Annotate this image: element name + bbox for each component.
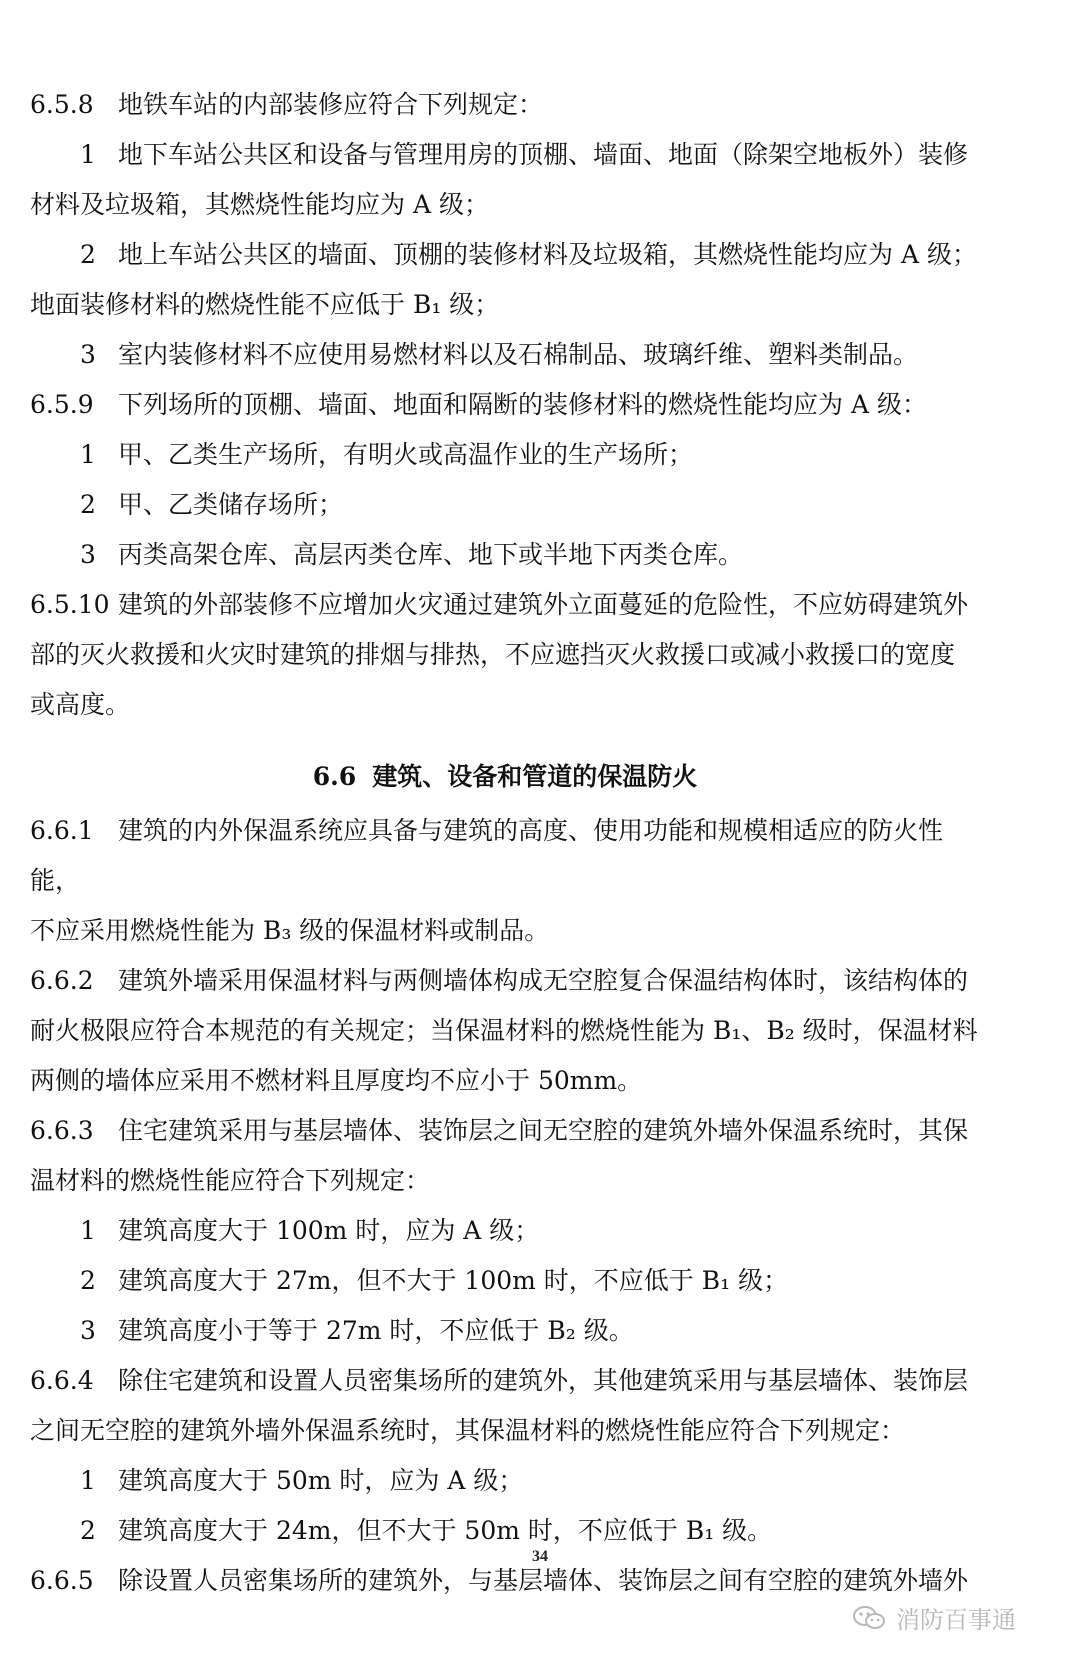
item-number: 1 (80, 140, 96, 169)
item-text: 室内装修材料不应使用易燃材料以及石棉制品、玻璃纤维、塑料类制品。 (118, 340, 919, 369)
clause-text: 建筑的内外保温系统应具备与建筑的高度、使用功能和规模相适应的防火性能， (30, 816, 944, 895)
item-number: 1 (80, 1216, 96, 1245)
item-number: 1 (80, 1466, 96, 1495)
section-number: 6.6 (312, 762, 357, 791)
item-number: 3 (80, 1316, 96, 1345)
clause-text: 地铁车站的内部装修应符合下列规定： (118, 90, 544, 119)
clause-text: 建筑的外部装修不应增加火灾通过建筑外立面蔓延的危险性，不应妨碍建筑外 (118, 590, 969, 619)
clause-6-5-8 (30, 80, 980, 130)
list-item (30, 230, 980, 280)
list-item (30, 1306, 980, 1356)
clause-number: 6.6.2 (30, 966, 94, 995)
list-item (30, 430, 980, 480)
list-item (30, 530, 980, 580)
item-text: 甲、乙类储存场所； (118, 490, 344, 519)
clause-text: 建筑外墙采用保温材料与两侧墙体构成无空腔复合保温结构体时，该结构体的 (118, 966, 969, 995)
item-text: 建筑高度大于 50m 时，应为 A 级； (118, 1466, 524, 1495)
item-number: 2 (80, 490, 96, 519)
item-text: 建筑高度大于 24m，但不大于 50m 时，不应低于 B₁ 级。 (118, 1516, 773, 1545)
clause-text: 除设置人员密集场所的建筑外，与基层墙体、装饰层之间有空腔的建筑外墙外 (118, 1566, 969, 1595)
item-text: 丙类高架仓库、高层丙类仓库、地下或半地下丙类仓库。 (118, 540, 744, 569)
clause-continuation: 部的灭火救援和火灾时建筑的排烟与排热，不应遮挡灭火救援口或减小救援口的宽度 (30, 640, 956, 669)
watermark-text: 消防百事通 (896, 1607, 1016, 1634)
clause-number: 6.5.8 (30, 90, 94, 119)
clause-number: 6.6.4 (30, 1366, 94, 1395)
section-title-text: 建筑、设备和管道的保温防火 (372, 762, 698, 791)
item-text: 建筑高度大于 27m，但不大于 100m 时，不应低于 B₁ 级； (118, 1266, 789, 1295)
clause-continuation: 或高度。 (30, 690, 131, 719)
clause-number: 6.5.9 (30, 390, 94, 419)
item-text: 地上车站公共区的墙面、顶棚的装修材料及垃圾箱，其燃烧性能均应为 A 级； (118, 240, 977, 269)
section-title (30, 752, 980, 802)
list-item (30, 1256, 980, 1306)
clause-6-6-3 (30, 1106, 980, 1156)
list-item (30, 1206, 980, 1256)
clause-number: 6.6.1 (30, 816, 94, 845)
page-content (30, 80, 980, 1606)
watermark (852, 1600, 1016, 1635)
item-text: 建筑高度大于 100m 时，应为 A 级； (118, 1216, 540, 1245)
clause-continuation: 之间无空腔的建筑外墙外保温系统时，其保温材料的燃烧性能应符合下列规定： (30, 1416, 906, 1445)
clause-text: 下列场所的顶棚、墙面、地面和隔断的装修材料的燃烧性能均应为 A 级： (118, 390, 927, 419)
clause-6-6-1 (30, 806, 980, 906)
clause-6-5-9 (30, 380, 980, 430)
clause-continuation: 不应采用燃烧性能为 B₃ 级的保温材料或制品。 (30, 916, 550, 945)
item-number: 3 (80, 540, 96, 569)
clause-6-6-4 (30, 1356, 980, 1406)
list-item (30, 130, 980, 180)
item-text: 地下车站公共区和设备与管理用房的顶棚、墙面、地面（除架空地板外）装修 (118, 140, 969, 169)
item-number: 2 (80, 1516, 96, 1545)
item-number: 2 (80, 1266, 96, 1295)
clause-number: 6.5.10 (30, 590, 110, 619)
item-number: 1 (80, 440, 96, 469)
item-text: 甲、乙类生产场所，有明火或高温作业的生产场所； (118, 440, 694, 469)
page-number: 34 (532, 1548, 548, 1565)
clause-text: 住宅建筑采用与基层墙体、装饰层之间无空腔的建筑外墙外保温系统时，其保 (118, 1116, 969, 1145)
clause-6-6-2 (30, 956, 980, 1006)
wechat-icon (852, 1605, 886, 1631)
list-item (30, 330, 980, 380)
clause-6-5-10 (30, 580, 980, 630)
clause-text: 除住宅建筑和设置人员密集场所的建筑外，其他建筑采用与基层墙体、装饰层 (118, 1366, 969, 1395)
list-item (30, 1456, 980, 1506)
item-number: 3 (80, 340, 96, 369)
clause-number: 6.6.5 (30, 1566, 94, 1595)
clause-continuation: 耐火极限应符合本规范的有关规定；当保温材料的燃烧性能为 B₁、B₂ 级时，保温材料 (30, 1016, 978, 1045)
list-item (30, 480, 980, 530)
item-number: 2 (80, 240, 96, 269)
item-text: 建筑高度小于等于 27m 时，不应低于 B₂ 级。 (118, 1316, 634, 1345)
clause-continuation: 温材料的燃烧性能应符合下列规定： (30, 1166, 431, 1195)
clause-continuation: 两侧的墙体应采用不燃材料且厚度均不应小于 50mm。 (30, 1066, 643, 1095)
item-continuation: 地面装修材料的燃烧性能不应低于 B₁ 级； (30, 290, 500, 319)
clause-number: 6.6.3 (30, 1116, 94, 1145)
item-continuation: 材料及垃圾箱，其燃烧性能均应为 A 级； (30, 190, 489, 219)
